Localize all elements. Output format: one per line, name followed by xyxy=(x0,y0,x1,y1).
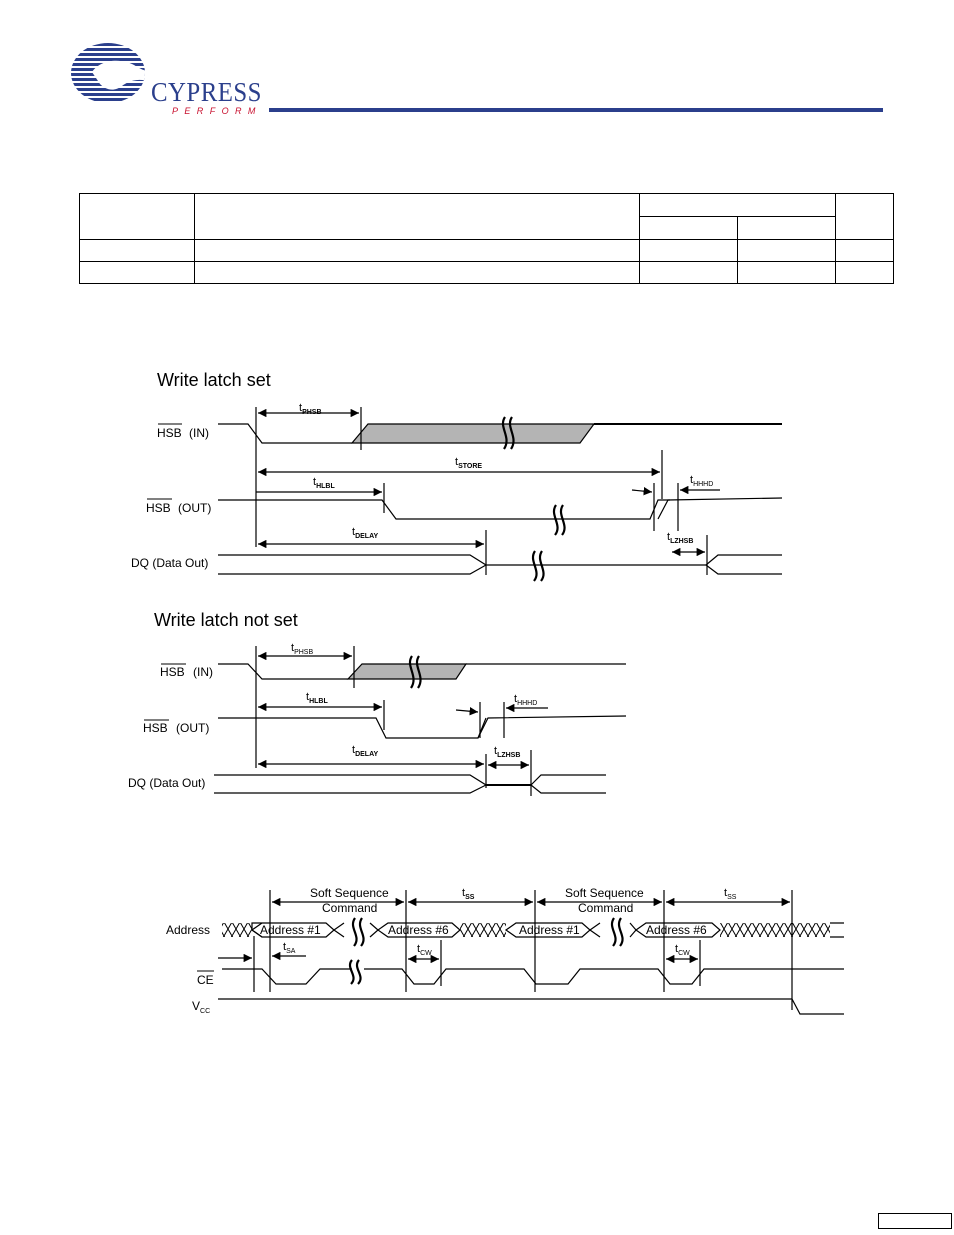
d3-command-1: Command xyxy=(322,901,378,915)
d2-hsb-in-label: HSB xyxy=(160,665,185,679)
d2-dq-label: DQ (Data Out) xyxy=(128,776,206,790)
d1-t-hlbl: $t_{HLBL}$ xyxy=(313,476,335,490)
d3-address-4: Address #6 xyxy=(646,923,707,937)
d1-t-delay: $t_{DELAY}$ xyxy=(352,526,379,540)
d2-t-hhhd: $t_{HHHD}$ xyxy=(514,693,538,707)
logo-wordmark: CYPRESS xyxy=(151,77,262,107)
cypress-globe-icon xyxy=(70,42,150,106)
d1-hsb-in-label: HSB xyxy=(157,426,182,440)
d2-hsb-in-suffix: (IN) xyxy=(193,665,213,679)
table-header-cell xyxy=(80,194,195,240)
d3-soft-sequence-2: Soft Sequence xyxy=(565,886,644,900)
diagram2-title: Write latch not set xyxy=(154,610,298,630)
d1-t-lzhsb: $t_{LZHSB}$ xyxy=(667,531,694,545)
table-header-cell xyxy=(640,194,836,217)
d3-soft-sequence-1: Soft Sequence xyxy=(310,886,389,900)
d3-t-ss-1: $t_{SS}$ xyxy=(462,887,475,901)
d2-t-hlbl: $t_{HLBL}$ xyxy=(306,691,328,705)
d1-hsb-in-suffix: (IN) xyxy=(189,426,209,440)
table-header-cell xyxy=(640,217,738,240)
d2-t-delay: $t_{DELAY}$ xyxy=(352,744,379,758)
d3-t-cw-2: $t_{CW}$ xyxy=(675,943,690,957)
d2-hsb-out-suffix: (OUT) xyxy=(176,721,210,735)
spec-table xyxy=(79,193,894,284)
timing-diagram-write-latch-not-set xyxy=(0,638,954,798)
d3-address-label: Address xyxy=(166,923,211,937)
d2-t-lzhsb: $t_{LZHSB}$ xyxy=(494,745,521,759)
page-number-box xyxy=(878,1213,952,1229)
d1-t-store: $t_{STORE}$ xyxy=(455,456,483,470)
d2-t-phsb: $t_{PHSB}$ xyxy=(291,642,314,656)
table-row xyxy=(80,240,894,262)
d3-address-1: Address #1 xyxy=(260,923,321,937)
timing-diagram-write-latch-set xyxy=(0,395,954,590)
logo-tagline: PERFORM xyxy=(172,106,262,116)
table-row xyxy=(80,262,894,284)
d3-address-2: Address #6 xyxy=(388,923,449,937)
d3-command-2: Command xyxy=(578,901,634,915)
d3-t-ss-2: $t_{SS}$ xyxy=(724,887,737,901)
d3-t-sa: $t_{SA}$ xyxy=(283,941,296,955)
d1-t-hhhd: $t_{HHHD}$ xyxy=(690,474,714,488)
d3-t-cw-1: $t_{CW}$ xyxy=(417,943,432,957)
timing-diagram-soft-sequence xyxy=(0,880,954,1025)
diagram1-title: Write latch set xyxy=(157,370,271,390)
header-rule xyxy=(269,108,883,112)
d3-vcc-label: $V_{CC}$ xyxy=(192,999,211,1015)
d3-ce-label: CE xyxy=(197,973,214,987)
d1-dq-label: DQ (Data Out) xyxy=(131,556,209,570)
table-header-cell xyxy=(194,194,639,240)
d2-hsb-out-label: HSB xyxy=(143,721,168,735)
d1-hsb-out-suffix: (OUT) xyxy=(178,501,212,515)
table-header-cell xyxy=(738,217,836,240)
d1-hsb-out-label: HSB xyxy=(146,501,171,515)
d3-address-3: Address #1 xyxy=(519,923,580,937)
d1-t-phsb: $t_{PHSB}$ xyxy=(299,402,322,416)
table-header-cell xyxy=(836,194,894,240)
